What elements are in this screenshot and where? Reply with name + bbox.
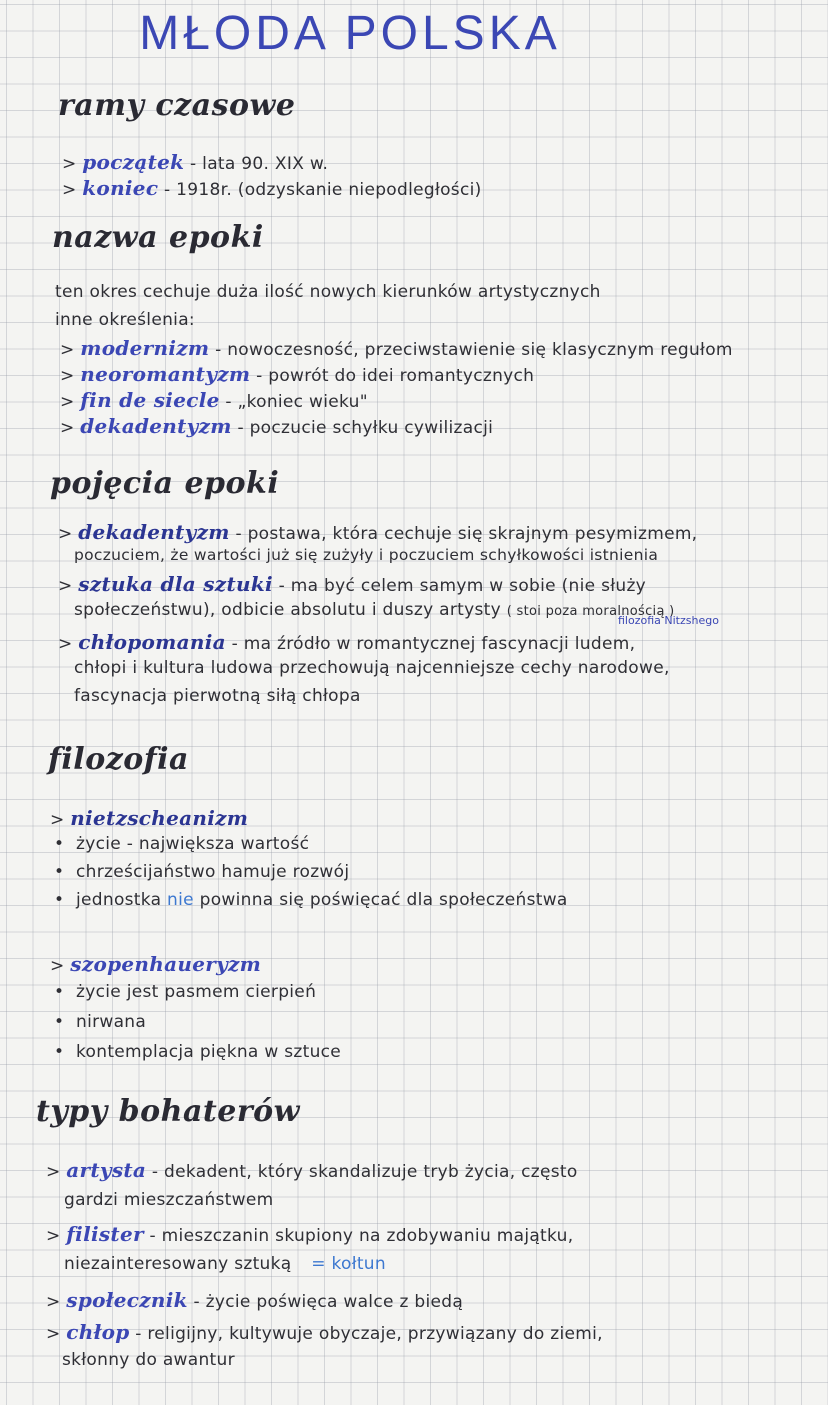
- nazwa-item-neoromantyzm: [60, 362, 534, 386]
- text-modernizm: - nowoczesność, przeciwstawienie się klasycznym regułom: [215, 340, 733, 360]
- nazwa-item-dekadentyzm: [60, 414, 493, 438]
- schop-item-text: nirwana: [76, 1012, 147, 1032]
- typy-spolecznik: [46, 1288, 463, 1312]
- nietzsche-item-2: [54, 862, 349, 882]
- pojecia-chlopomania-2: chłopi i kultura ludowa przechowują najcenniejsze cechy narodowe,: [74, 658, 670, 678]
- schop-item-2: [54, 1012, 146, 1032]
- term-neoromantyzm: neoromantyzm: [80, 362, 251, 386]
- schop-item-1: [54, 982, 316, 1002]
- text-artysta-1: - dekadent, który skandalizuje tryb życia, często: [151, 1162, 578, 1182]
- pojecia-dekadentyzm-1: [58, 520, 697, 544]
- term-dekadentyzm: dekadentyzm: [80, 414, 232, 438]
- filozofia-nietzscheanizm: [50, 806, 248, 830]
- typy-chlop-1: [46, 1320, 603, 1344]
- page-title: MŁODA POLSKA: [139, 7, 561, 60]
- marker: >: [46, 1226, 61, 1246]
- marker: >: [60, 418, 75, 438]
- text-sztuka-paren: ( stoi poza moralnością ): [506, 604, 675, 619]
- typy-filister-1: [46, 1222, 573, 1246]
- pojecia-sztuka-1: [58, 572, 646, 596]
- line-koniec: [62, 176, 482, 200]
- text-spolecznik: - życie poświęca walce z biedą: [193, 1292, 464, 1312]
- term-chlop: chłop: [66, 1320, 130, 1344]
- marker: >: [46, 1162, 61, 1182]
- nazwa-item-fin-de-siecle: [60, 388, 368, 412]
- text-fin-de-siecle: - „koniec wieku": [225, 392, 368, 412]
- nietzsche-item-1: [54, 834, 309, 854]
- heading-filozofia: filozofia: [48, 742, 189, 777]
- nietzsche-item-text: życie - największa wartość: [76, 834, 310, 854]
- nazwa-intro-1: ten okres cechuje duża ilość nowych kierunków artystycznych: [55, 282, 601, 302]
- marker: >: [62, 154, 77, 174]
- nazwa-item-modernizm: [60, 336, 733, 360]
- marker: >: [60, 392, 75, 412]
- term-dekadentyzm: dekadentyzm: [78, 520, 230, 544]
- text-dekadentyzm: - poczucie schyłku cywilizacji: [237, 418, 494, 438]
- bullet: •: [54, 890, 65, 910]
- term-spolecznik: społecznik: [66, 1288, 188, 1312]
- marker: >: [62, 180, 77, 200]
- marker: >: [50, 810, 65, 830]
- text-dekadentyzm-1: - postawa, która cechuje się skrajnym pesymizmem,: [235, 524, 698, 544]
- nietzsche-item-3c: powinna się poświęcać dla społeczeństwa: [193, 890, 568, 910]
- typy-artysta-2: gardzi mieszczaństwem: [64, 1190, 274, 1210]
- nietzsche-item-text: chrześcijaństwo hamuje rozwój: [76, 862, 350, 882]
- term-fin-de-siecle: fin de siecle: [80, 388, 220, 412]
- term-szopenhaueryzm: szopenhaueryzm: [70, 952, 262, 976]
- term-nietzscheanizm: nietzscheanizm: [70, 806, 249, 830]
- text-filister-1: - mieszczanin skupiony na zdobywaniu majątku,: [149, 1226, 574, 1246]
- term-koniec: koniec: [82, 176, 159, 200]
- heading-typy-bohaterow: typy bohaterów: [36, 1094, 300, 1129]
- marker: >: [46, 1292, 61, 1312]
- text-koniec: - 1918r. (odzyskanie niepodległości): [164, 180, 482, 200]
- filozofia-szopenhaueryzm: [50, 952, 261, 976]
- pojecia-sztuka-2: [74, 600, 675, 620]
- marker: >: [50, 956, 65, 976]
- marker: >: [58, 576, 73, 596]
- schop-item-3: [54, 1042, 341, 1062]
- term-modernizm: modernizm: [80, 336, 210, 360]
- pojecia-chlopomania-3: fascynacja pierwotną siłą chłopa: [74, 686, 361, 706]
- pojecia-dekadentyzm-2: poczuciem, że wartości już się zużyły i poczuciem schyłkowości istnienia: [74, 546, 659, 564]
- heading-pojecia-epoki: pojęcia epoki: [50, 466, 280, 501]
- term-filister: filister: [66, 1222, 144, 1246]
- note-filozofia-nietzschego: filozofia Nitzshego: [618, 614, 719, 627]
- marker: >: [60, 340, 75, 360]
- pojecia-chlopomania-1: [58, 630, 635, 654]
- nazwa-intro-2: inne określenia:: [55, 310, 195, 330]
- nietzsche-item-3-nie: nie: [167, 890, 194, 910]
- schop-item-text: kontemplacja piękna w sztuce: [76, 1042, 342, 1062]
- text-sztuka-1: - ma być celem samym w sobie (nie służy: [278, 576, 647, 596]
- nietzsche-item-3a: jednostka: [76, 890, 168, 910]
- nietzsche-item-3: [54, 890, 568, 910]
- term-chlopomania: chłopomania: [78, 630, 226, 654]
- bullet: •: [54, 862, 65, 882]
- marker: >: [58, 634, 73, 654]
- typy-chlop-2: skłonny do awantur: [62, 1350, 235, 1370]
- bullet: •: [54, 1012, 65, 1032]
- note-koltun: = kołtun: [311, 1254, 386, 1274]
- text-poczatek: - lata 90. XIX w.: [190, 154, 329, 174]
- term-artysta: artysta: [66, 1158, 147, 1182]
- marker: >: [46, 1324, 61, 1344]
- bullet: •: [54, 982, 65, 1002]
- schop-item-text: życie jest pasmem cierpień: [76, 982, 317, 1002]
- typy-artysta-1: [46, 1158, 578, 1182]
- bullet: •: [54, 1042, 65, 1062]
- typy-filister-2: [64, 1254, 386, 1274]
- heading-ramy-czasowe: ramy czasowe: [58, 88, 296, 123]
- bullet: •: [54, 834, 65, 854]
- text-chlop-1: - religijny, kultywuje obyczaje, przywiązany do ziemi,: [135, 1324, 603, 1344]
- term-poczatek: początek: [82, 150, 185, 174]
- term-sztuka-dla-sztuki: sztuka dla sztuki: [78, 572, 273, 596]
- marker: >: [58, 524, 73, 544]
- line-poczatek: [62, 150, 328, 174]
- heading-nazwa-epoki: nazwa epoki: [52, 220, 264, 255]
- text-chlopomania-1: - ma źródło w romantycznej fascynacji ludem,: [231, 634, 636, 654]
- text-filister-2: niezainteresowany sztuką: [64, 1254, 292, 1274]
- marker: >: [60, 366, 75, 386]
- text-neoromantyzm: - powrót do idei romantycznych: [256, 366, 535, 386]
- text-sztuka-2: społeczeństwu), odbicie absolutu i duszy artysty: [74, 600, 501, 620]
